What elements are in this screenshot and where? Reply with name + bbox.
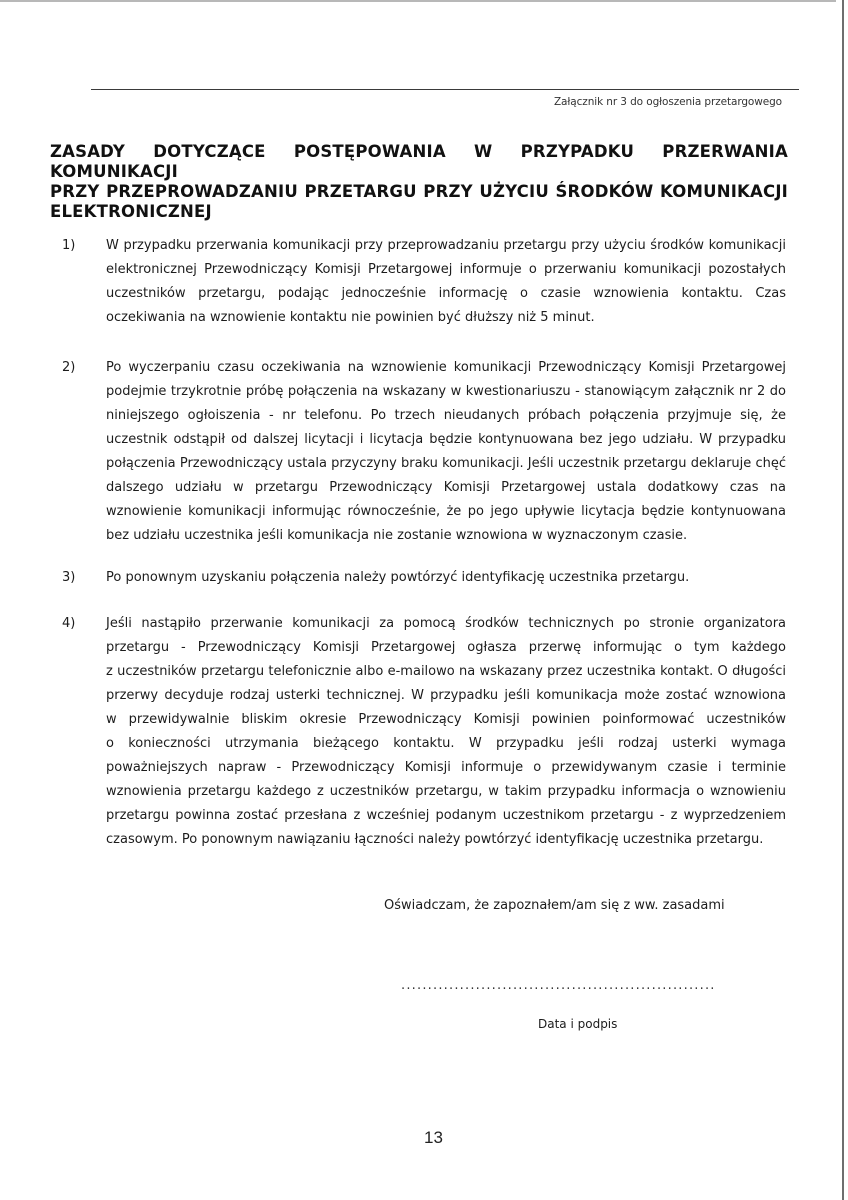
rule-item-4 xyxy=(62,612,786,852)
document-title xyxy=(50,142,788,222)
declaration-text: Oświadczam, że zapoznałem/am się z ww. zasadami xyxy=(384,898,725,913)
item-line: dalszego udziału w przetargu Przewodniczący Komisji Przetargowej ustala dodatkowy czas na xyxy=(106,480,786,495)
item-body xyxy=(106,612,786,852)
item-number: 2) xyxy=(62,360,76,375)
item-body xyxy=(106,356,786,548)
item-line: oczekiwania na wznowienie kontaktu nie powinien być dłuższy niż 5 minut. xyxy=(106,310,595,325)
item-line: poważniejszych napraw - Przewodniczący Komisji informuje o przewidywanym czasie i terminie xyxy=(106,760,786,775)
scan-right-edge xyxy=(842,0,844,1200)
item-line: wznowienie komunikacji informując równocześnie, że po jego upływie licytacja będzie kontynuowana xyxy=(106,504,786,519)
title-line: PRZY PRZEPROWADZANIU PRZETARGU PRZY UŻYCIU ŚRODKÓW KOMUNIKACJI xyxy=(50,182,788,201)
header-rule xyxy=(91,89,799,90)
item-line: przetargu powinna zostać przesłana z wcześniej podanym uczestnikom przetargu - z wyprzedzeniem xyxy=(106,808,786,823)
item-line: bez udziału uczestnika jeśli komunikacja nie zostanie wznowiona w wyznaczonym czasie. xyxy=(106,528,688,543)
rule-item-3 xyxy=(62,566,786,590)
scan-top-edge xyxy=(0,0,836,2)
attachment-note: Załącznik nr 3 do ogłoszenia przetargowego xyxy=(553,96,782,108)
item-line: czasowym. Po ponownym nawiązaniu łączności należy powtórzyć identyfikację uczestnika przetargu. xyxy=(106,832,764,847)
item-number: 4) xyxy=(62,616,76,631)
item-line: Po ponownym uzyskaniu połączenia należy powtórzyć identyfikację uczestnika przetargu. xyxy=(106,570,690,585)
item-line: Po wyczerpaniu czasu oczekiwania na wznowienie komunikacji Przewodniczący Komisji Przetargowej xyxy=(106,360,786,375)
rule-item-1 xyxy=(62,234,786,330)
title-line: ZASADY DOTYCZĄCE POSTĘPOWANIA W PRZYPADKU PRZERWANIA KOMUNIKACJI xyxy=(50,142,788,181)
item-line: uczestnik odstąpił od dalszej licytacji i licytacja będzie kontynuowana bez jego udziału. W przypadku xyxy=(106,432,786,447)
item-body xyxy=(106,566,786,590)
item-line: w przewidywalnie bliskim okresie Przewodniczący Komisji powinien poinformować uczestników xyxy=(106,712,786,727)
item-number: 3) xyxy=(62,570,76,585)
item-line: Jeśli nastąpiło przerwanie komunikacji za pomocą środków technicznych po stronie organizatora xyxy=(106,616,786,631)
item-line: z uczestników przetargu telefonicznie albo e-mailowo na wskazany przez uczestnika kontakt. O długości xyxy=(106,664,786,679)
item-line: podejmie trzykrotnie próbę połączenia na wskazany w kwestionariuszu - stanowiącym załącznik nr 2 do xyxy=(106,384,786,399)
item-line: połączenia Przewodniczący ustala przyczyny braku komunikacji. Jeśli uczestnik przetargu deklaruje chęć xyxy=(106,456,786,471)
signature-label: Data i podpis xyxy=(538,1017,618,1031)
item-line: elektronicznej Przewodniczący Komisji Przetargowej informuje o przerwaniu komunikacji pozostałych xyxy=(106,262,786,277)
item-body xyxy=(106,234,786,330)
page-number: 13 xyxy=(424,1128,443,1147)
title-line: ELEKTRONICZNEJ xyxy=(50,202,212,221)
item-line: wznowienia przetargu każdego z uczestników przetargu, w takim przypadku informacja o wznowieniu xyxy=(106,784,786,799)
item-line: W przypadku przerwania komunikacji przy przeprowadzaniu przetargu przy użyciu środków komunikacji xyxy=(106,238,786,253)
item-line: niniejszego ogłoiszenia - nr telefonu. Po trzech nieudanych próbach połączenia przyjmuje się, że xyxy=(106,408,786,423)
item-line: uczestników przetargu, podając jednocześnie informację o czasie wznowienia kontaktu. Czas xyxy=(106,286,786,301)
item-line: o konieczności utrzymania bieżącego kontaktu. W przypadku jeśli rodzaj usterki wymaga xyxy=(106,736,786,751)
item-line: przerwy decyduje rodzaj usterki technicznej. W przypadku jeśli komunikacja może zostać wznowiona xyxy=(106,688,786,703)
item-number: 1) xyxy=(62,238,76,253)
item-line: przetargu - Przewodniczący Komisji Przetargowej ogłasza przerwę informując o tym każdego xyxy=(106,640,786,655)
rule-item-2 xyxy=(62,356,786,548)
signature-line: ........................................................... xyxy=(401,978,716,993)
